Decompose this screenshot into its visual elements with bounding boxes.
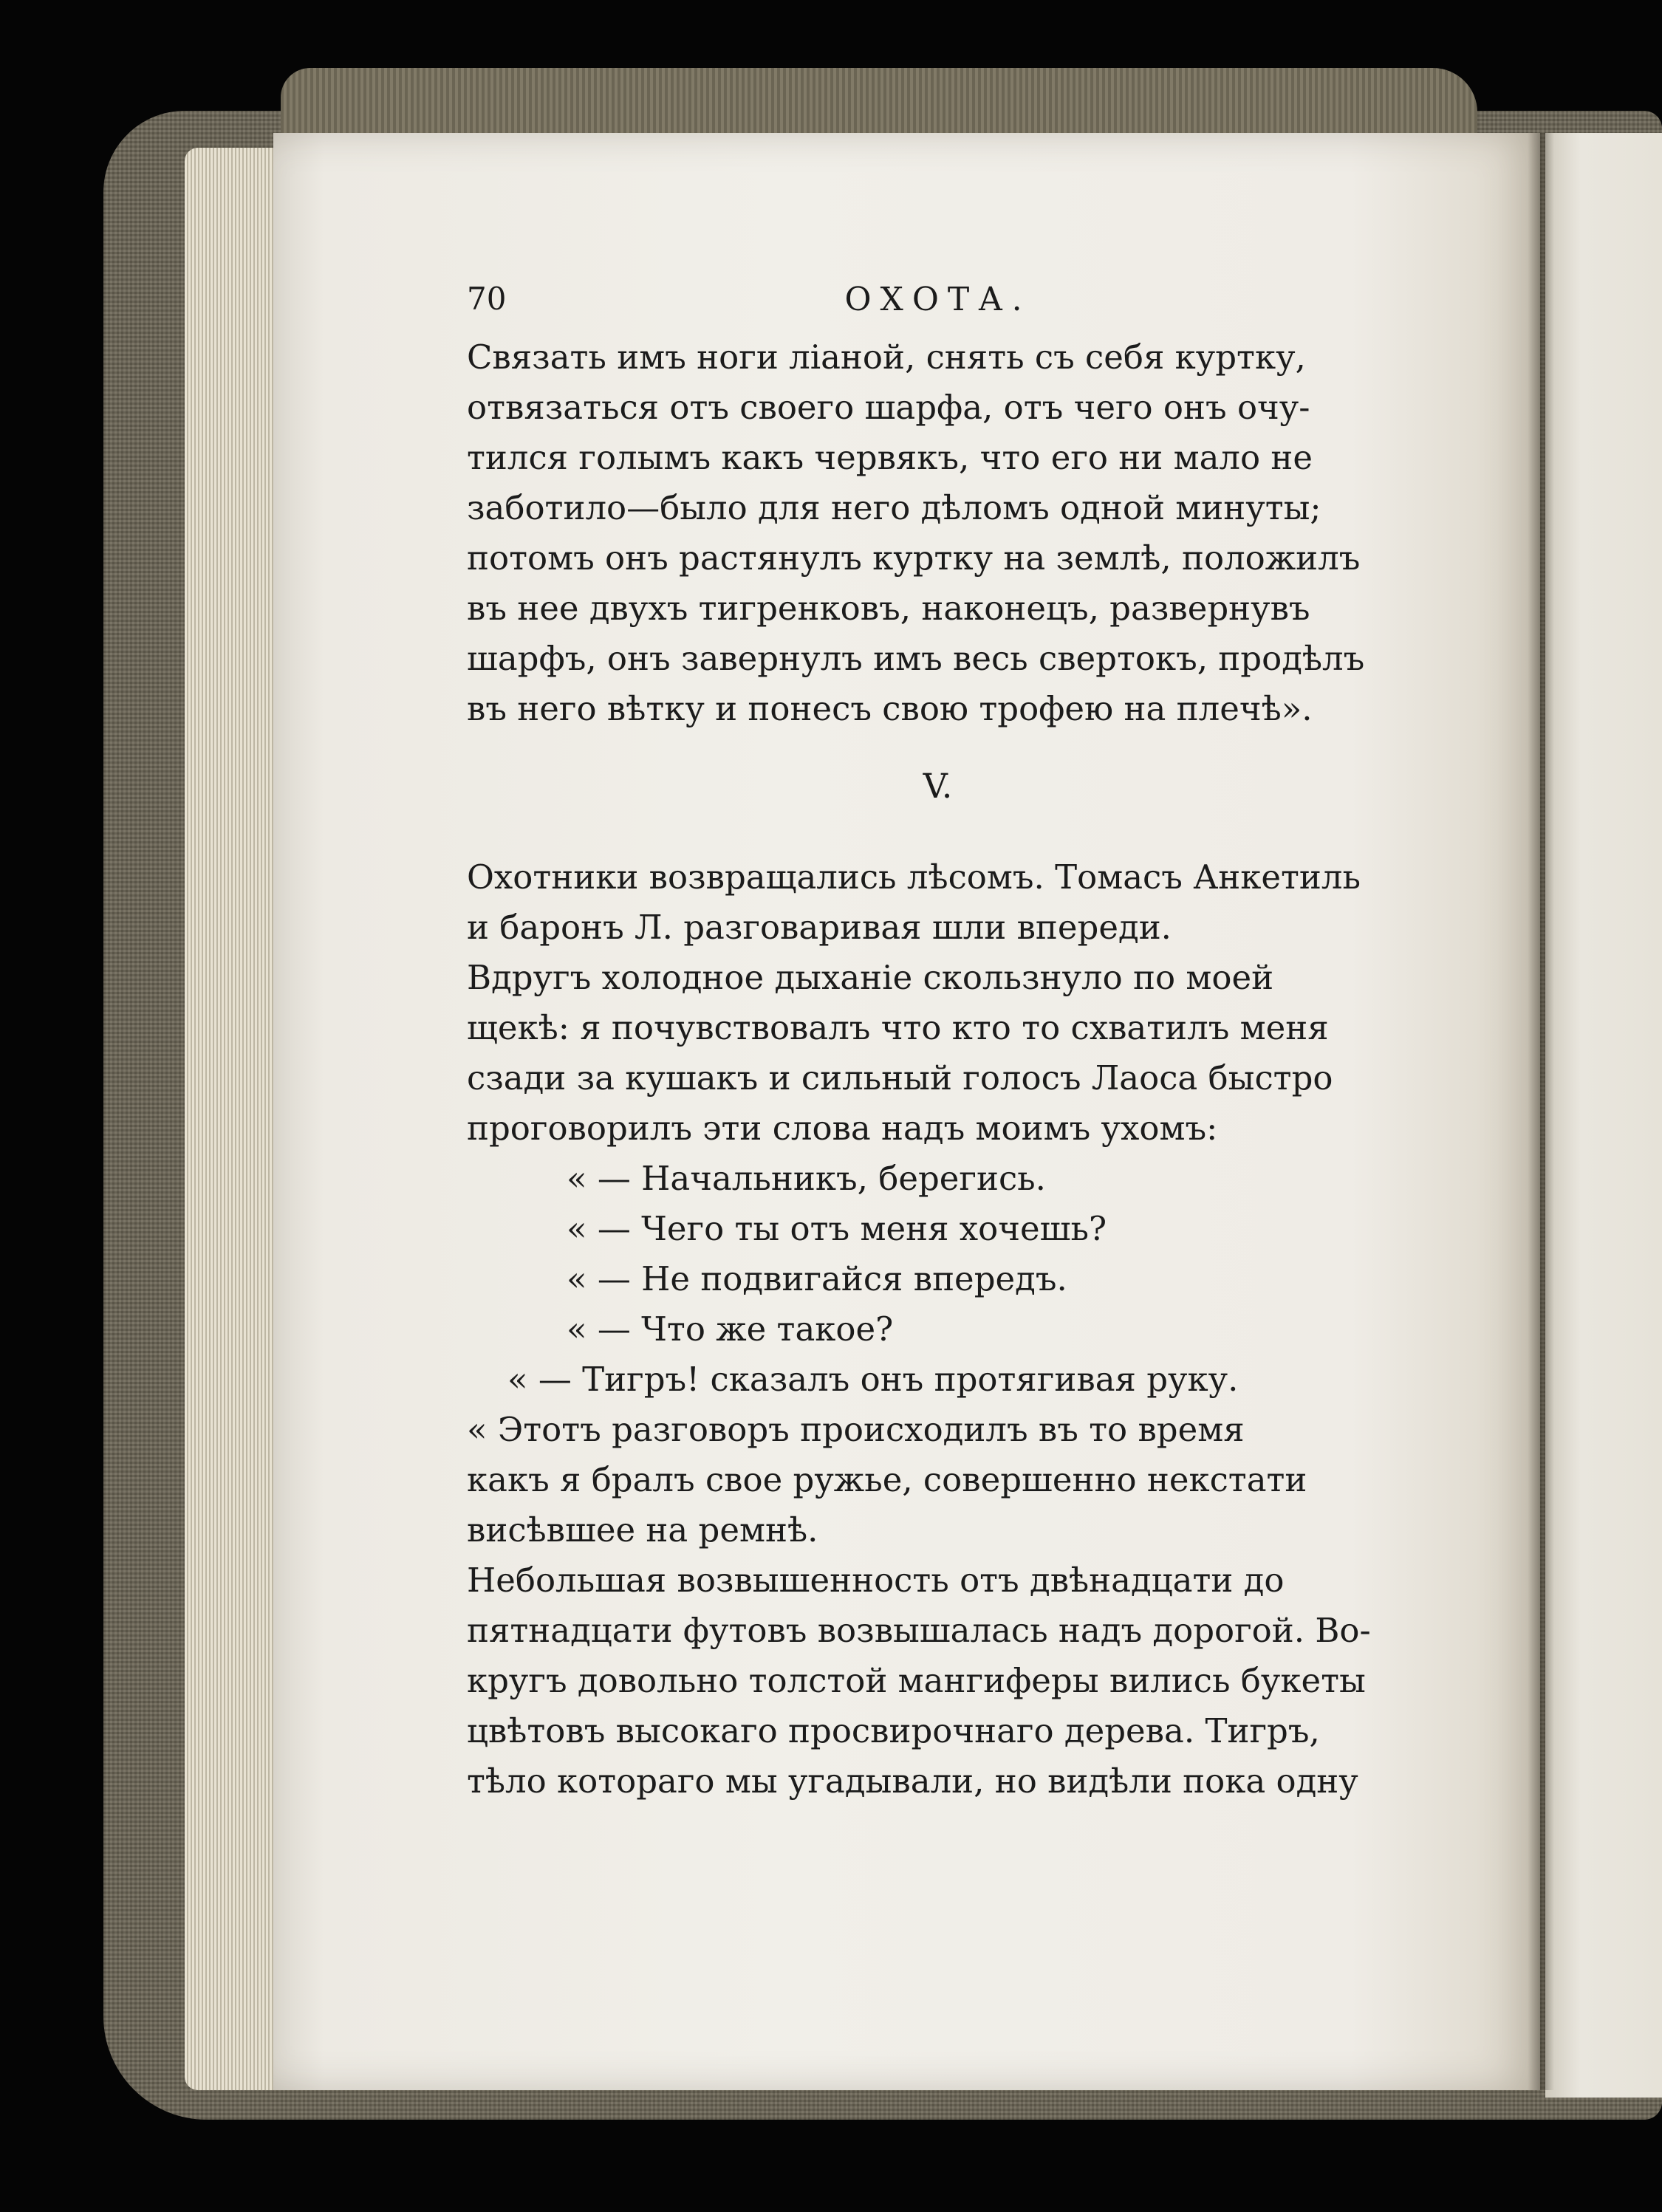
text-line: щекѣ: я почувствовалъ что кто то схватилъ меня: [467, 1008, 1329, 1047]
section-heading: V.: [923, 766, 953, 806]
running-title: ОХОТА.: [844, 281, 1031, 318]
text-line: Вдругъ холодное дыханіе скользнуло по моей: [467, 958, 1274, 997]
page-gutter: [1528, 133, 1554, 2090]
dialogue-line: « — Что же такое?: [567, 1309, 894, 1349]
text-line: Охотники возвращались лѣсомъ. Томасъ Анкетиль: [467, 857, 1361, 897]
dialogue-line: « — Чего ты отъ меня хочешь?: [567, 1209, 1107, 1248]
page-text: [467, 281, 1409, 1807]
text-line: въ нее двухъ тигренковъ, наконецъ, развернувъ: [467, 589, 1310, 628]
text-line: цвѣтовъ высокаго просвирочнаго дерева. Тигръ,: [467, 1711, 1320, 1750]
text-line: пятнадцати футовъ возвышалась надъ дорогой. Во-: [467, 1611, 1371, 1650]
page-header: [467, 281, 1409, 332]
text-line: кругъ довольно толстой мангиферы вились букеты: [467, 1661, 1366, 1700]
dialogue-line: « — Начальникъ, берегись.: [567, 1159, 1046, 1198]
text-line: Связать имъ ноги ліаной, снять съ себя куртку,: [467, 338, 1306, 377]
text-line: проговорилъ эти слова надъ моимъ ухомъ:: [467, 1109, 1218, 1148]
text-line: сзади за кушакъ и сильный голосъ Лаоса быстро: [467, 1058, 1333, 1098]
dialogue-block: [467, 1154, 1409, 1405]
text-line: въ него вѣтку и понесъ свою трофею на плечѣ».: [467, 689, 1313, 728]
text-line: шарфъ, онъ завернулъ имъ весь свертокъ, продѣлъ: [467, 639, 1365, 678]
cover-top-edge: [281, 68, 1477, 138]
text-line: заботило—было для него дѣломъ одной минуты;: [467, 488, 1321, 527]
dialogue-line: « — Не подвигайся впередъ.: [567, 1259, 1067, 1298]
text-line: « Этотъ разговоръ происходилъ въ то время: [467, 1410, 1245, 1449]
paragraph-5: [467, 1555, 1409, 1807]
text-line: висѣвшее на ремнѣ.: [467, 1510, 818, 1550]
paragraph-3: [467, 953, 1409, 1154]
text-line: потомъ онъ растянулъ куртку на землѣ, положилъ: [467, 538, 1361, 578]
facing-page: [1545, 133, 1662, 2098]
paragraph-1: [467, 332, 1409, 734]
text-line: отвязаться отъ своего шарфа, отъ чего онъ очу-: [467, 388, 1310, 427]
page-number: 70: [467, 281, 507, 317]
dialogue-line: « — Тигръ! сказалъ онъ протягивая руку.: [507, 1360, 1239, 1399]
paragraph-4: [467, 1405, 1409, 1555]
text-line: тился голымъ какъ червякъ, что его ни мало не: [467, 438, 1313, 477]
paragraph-2: [467, 852, 1409, 953]
text-line: Небольшая возвышенность отъ двѣнадцати до: [467, 1561, 1285, 1600]
text-line: тѣло котораго мы угадывали, но видѣли пока одну: [467, 1761, 1358, 1801]
text-line: какъ я бралъ свое ружье, совершенно некстати: [467, 1460, 1307, 1499]
text-line: и баронъ Л. разговаривая шли впереди.: [467, 908, 1172, 947]
